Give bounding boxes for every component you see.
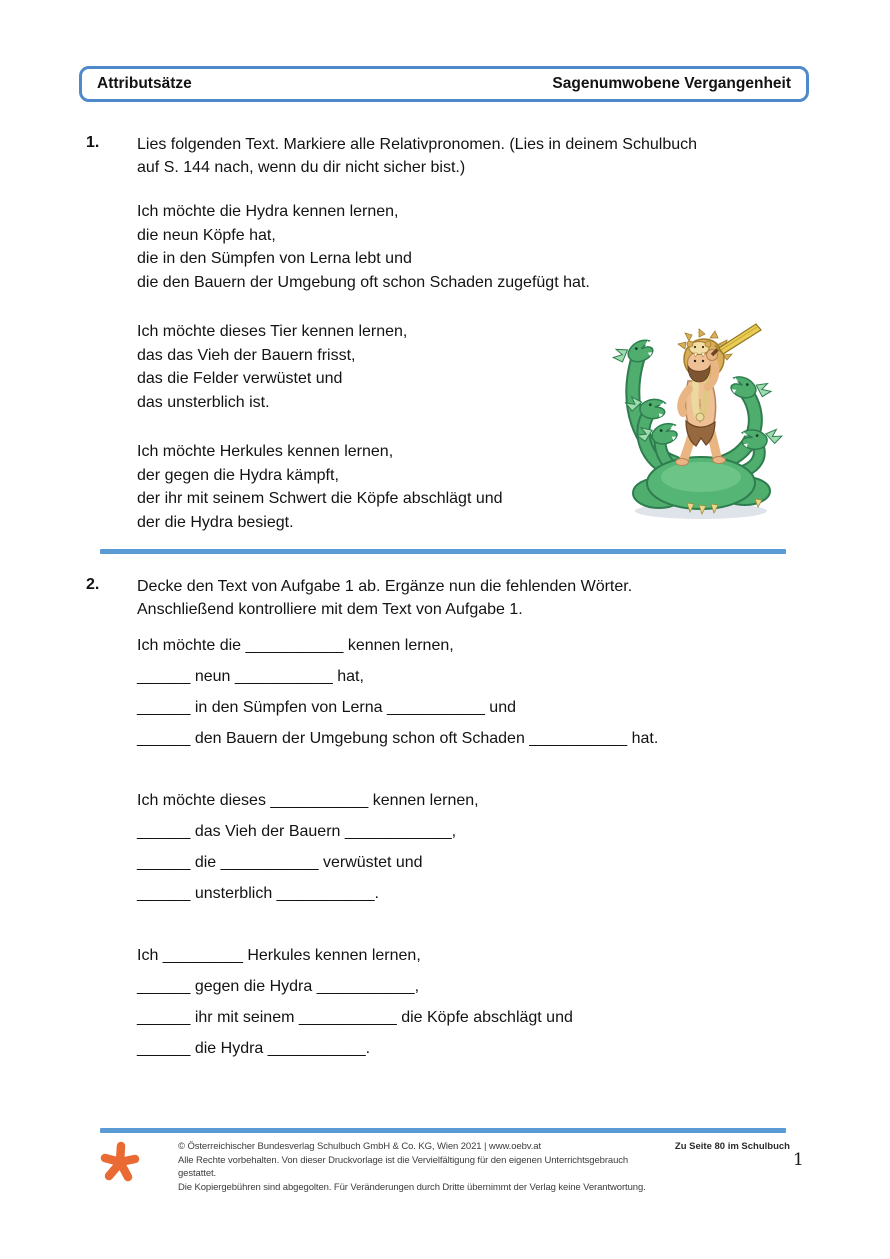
task1-number: 1. <box>86 134 100 151</box>
gap-stanza-1 <box>137 630 658 754</box>
page-number: 1 <box>793 1150 804 1170</box>
hydra-herkules-drawing <box>609 311 792 524</box>
hydra-herkules-illustration <box>609 311 792 524</box>
footer-copyright <box>178 1140 658 1194</box>
poem-line: die den Bauern der Umgebung oft schon Schaden zugefügt hat. <box>137 273 590 291</box>
footer-divider-line <box>100 1128 786 1133</box>
task1-instruction-line: auf S. 144 nach, wenn du dir nicht sicher bist.) <box>137 158 466 176</box>
gap-line: ______ die Hydra ___________. <box>137 1040 371 1057</box>
poem-line: der die Hydra besiegt. <box>137 513 294 531</box>
header-theme: Sagenumwobene Vergangenheit <box>552 75 791 92</box>
gap-line: ______ den Bauern der Umgebung schon oft Schaden ___________ hat. <box>137 730 659 747</box>
gap-line: ______ unsterblich ___________. <box>137 885 379 902</box>
footer-copyright-line: Die Kopiergebühren sind abgegolten. Für Veränderungen durch Dritte übernimmt der Verlag keine Verantwortung. <box>178 1181 646 1193</box>
task2-number: 2. <box>86 576 100 593</box>
poem-line: der ihr mit seinem Schwert die Köpfe abschlägt und <box>137 490 503 507</box>
task2-instruction-line: Decke den Text von Aufgabe 1 ab. Ergänze nun die fehlenden Wörter. <box>137 578 633 595</box>
oebv-logo-icon <box>100 1139 140 1183</box>
poem-stanza-2 <box>137 320 407 414</box>
task2-instruction-line: Anschließend kontrolliere mit dem Text von Aufgabe 1. <box>137 600 523 618</box>
poem-line: der gegen die Hydra kämpft, <box>137 466 339 484</box>
poem-line: Ich möchte Herkules kennen lernen, <box>137 443 394 460</box>
gap-line: Ich möchte die ___________ kennen lernen, <box>137 637 454 654</box>
poem-stanza-3 <box>137 440 503 534</box>
header-topic: Attributsätze <box>97 75 192 92</box>
schulbuch-page-reference: Zu Seite 80 im Schulbuch <box>674 1141 790 1152</box>
poem-stanza-1 <box>137 200 590 294</box>
gap-line: ______ neun ___________ hat, <box>137 668 364 685</box>
poem-line: Ich möchte dieses Tier kennen lernen, <box>137 323 408 340</box>
poem-line: das das Vieh der Bauern frisst, <box>137 346 356 364</box>
gap-stanza-2 <box>137 785 479 909</box>
poem-line: das die Felder verwüstet und <box>137 370 343 387</box>
task2-instruction <box>137 576 787 621</box>
gap-line: ______ gegen die Hydra ___________, <box>137 978 420 995</box>
poem-line: das unsterblich ist. <box>137 393 270 411</box>
footer-copyright-line: © Österreichischer Bundesverlag Schulbuch GmbH & Co. KG, Wien 2021 | www.oebv.at <box>178 1141 541 1152</box>
gap-line: Ich möchte dieses ___________ kennen lernen, <box>137 792 479 809</box>
poem-line: die neun Köpfe hat, <box>137 226 276 244</box>
gap-line: ______ ihr mit seinem ___________ die Köpfe abschlägt und <box>137 1009 573 1026</box>
gap-line: ______ die ___________ verwüstet und <box>137 854 423 871</box>
header-box <box>79 66 809 102</box>
gap-line: Ich _________ Herkules kennen lernen, <box>137 947 421 964</box>
gap-line: ______ das Vieh der Bauern ____________, <box>137 823 457 840</box>
gap-line: ______ in den Sümpfen von Lerna ___________ und <box>137 699 516 716</box>
poem-line: die in den Sümpfen von Lerna lebt und <box>137 250 412 267</box>
footer-copyright-line: Alle Rechte vorbehalten. Von dieser Druckvorlage ist die Vervielfältigung für den eigenen Unterrichtsgebrauch gestattet. <box>178 1154 629 1179</box>
task1-instruction <box>137 134 787 179</box>
task1-instruction-line: Lies folgenden Text. Markiere alle Relativpronomen. (Lies in deinem Schulbuch <box>137 136 698 153</box>
section-divider-line <box>100 549 786 554</box>
poem-line: Ich möchte die Hydra kennen lernen, <box>137 203 399 220</box>
gap-stanza-3 <box>137 940 573 1064</box>
